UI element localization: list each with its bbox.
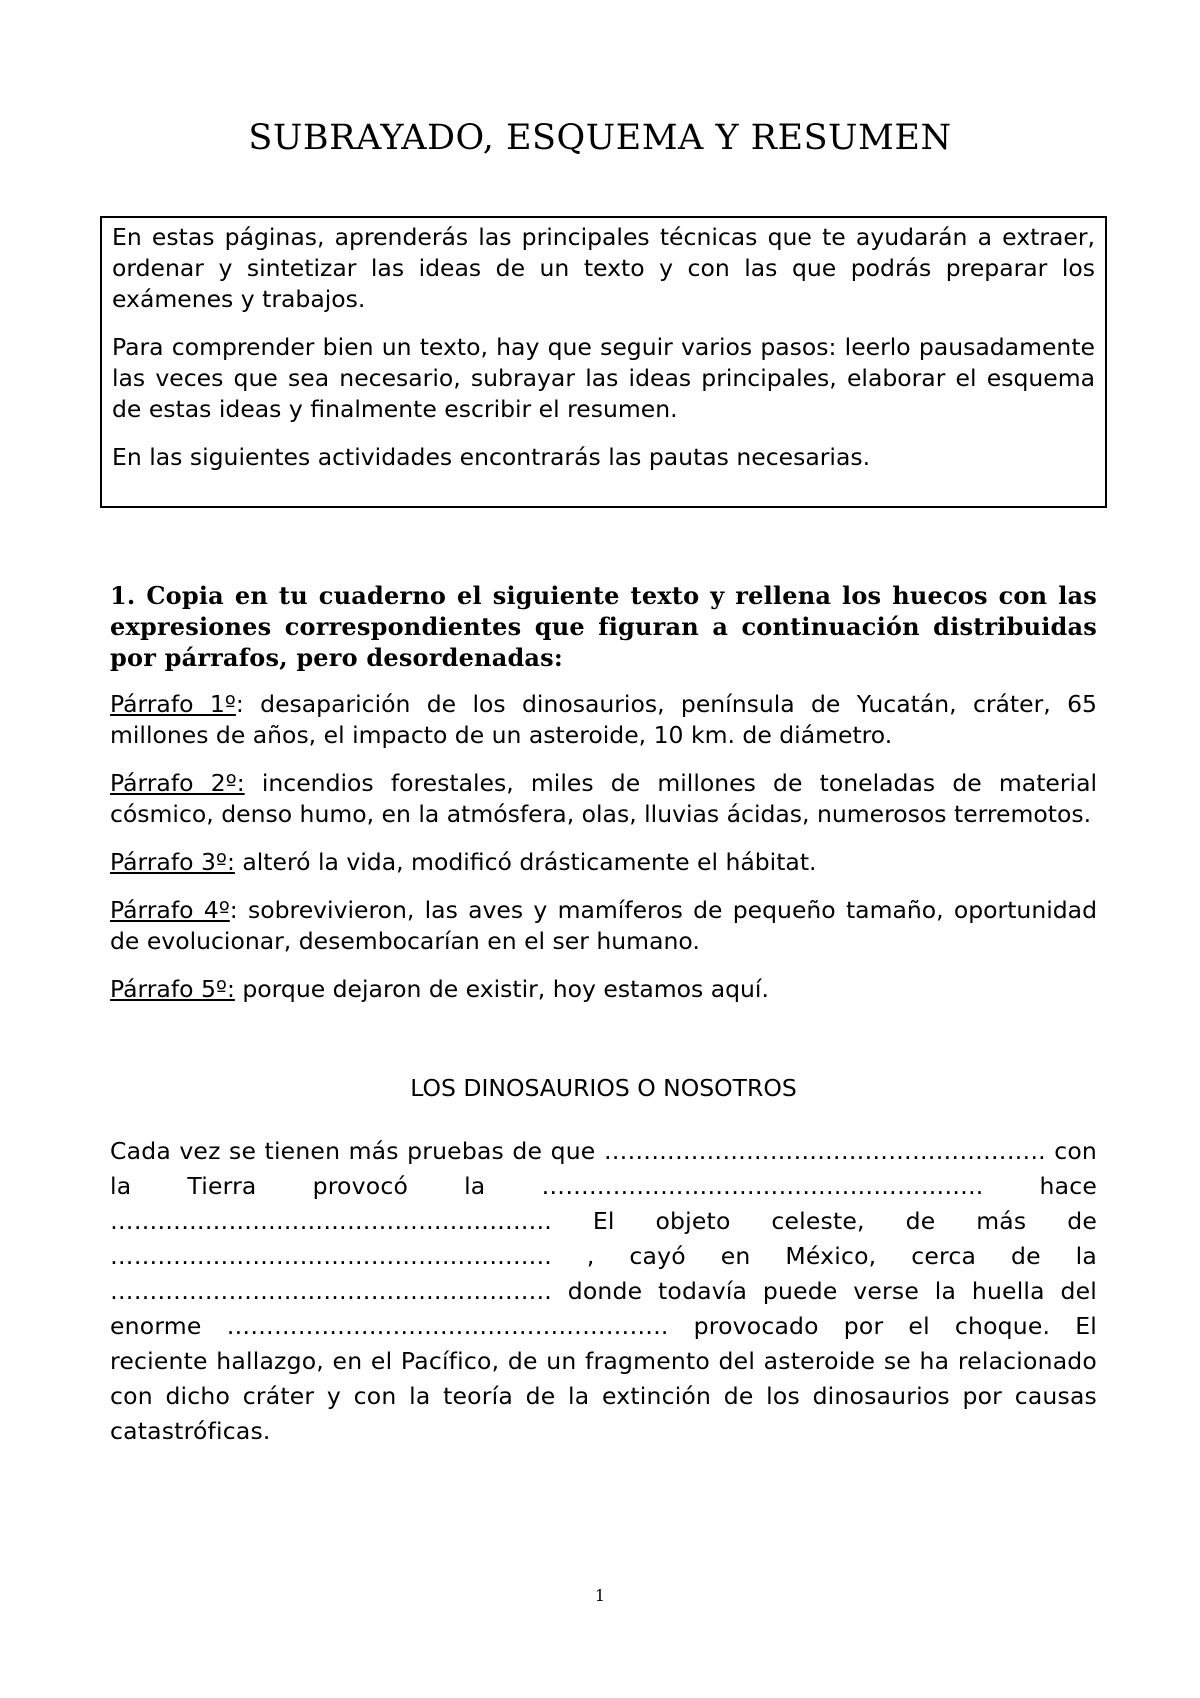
paragraph-label: Párrafo 4º [110, 896, 230, 924]
fill-blank: ……………………………………………….. [603, 1137, 1046, 1165]
paragraph-hint [110, 895, 1097, 957]
exercise-section [110, 580, 1097, 1449]
paragraph-label: Párrafo 5º: [110, 975, 235, 1003]
story-segment: con la Tierra provocó la [110, 1137, 1098, 1200]
paragraph-hint [110, 847, 1097, 878]
story-text [110, 1134, 1097, 1449]
paragraph-expressions: sobrevivieron, las aves y mamíferos de pequeño tamaño, oportunidad de evolucionar, desembocarían en el ser humano. [110, 896, 1097, 955]
fill-blank: ……………………………………………….. [110, 1207, 552, 1235]
intro-paragraph: Para comprender bien un texto, hay que seguir varios pasos: leerlo pausadamente las veces que sea necesario, subrayar las ideas principales, elaborar el esquema de estas ideas y finalmente escribir el resumen. [112, 333, 1095, 423]
fill-blank: ……………………………………………….. [110, 1242, 552, 1270]
intro-paragraph: En estas páginas, aprenderás las principales técnicas que te ayudarán a extraer, ordenar y sintetizar las ideas de un texto y con las que podrás preparar los exámenes y trabajos. [112, 223, 1095, 313]
page-title: SUBRAYADO, ESQUEMA Y RESUMEN [248, 118, 952, 158]
fill-blank: ……………………………………………….. [541, 1172, 984, 1200]
intro-paragraph: En las siguientes actividades encontrarás las pautas necesarias. [112, 443, 871, 471]
intro-box [100, 216, 1107, 508]
paragraph-separator: : [229, 896, 238, 924]
story-segment: provocado por el choque. El reciente hallazgo, en el Pacífico, de un fragmento del asteroide se ha relacionado con dicho cráter y con la teoría de la extinción de los dinosaurios por causas catastróficas. [110, 1312, 1098, 1445]
story-segment: Cada vez se tienen más pruebas de que [110, 1137, 596, 1165]
paragraph-hint [110, 974, 1097, 1005]
exercise-question: 1. Copia en tu cuaderno el siguiente texto y rellena los huecos con las expresiones correspondientes que figuran a continuación distribuidas por párrafos, pero desordenadas: [110, 581, 1097, 672]
story-title: LOS DINOSAURIOS O NOSOTROS [410, 1074, 797, 1102]
story-segment: donde todavía puede verse la huella del enorme [110, 1277, 1097, 1340]
paragraph-expressions: alteró la vida, modificó drásticamente el hábitat. [234, 848, 817, 876]
page-number: 1 [594, 1586, 606, 1605]
story-segment: hace [1039, 1172, 1098, 1200]
paragraph-label: Párrafo 1º [110, 690, 236, 718]
paragraph-hint [110, 768, 1097, 830]
paragraph-expressions: incendios forestales, miles de millones de toneladas de material cósmico, denso humo, en la atmósfera, olas, lluvias ácidas, numerosos terremotos. [110, 769, 1098, 828]
paragraph-separator: : [235, 690, 244, 718]
fill-blank: ……………………………………………….. [226, 1312, 669, 1340]
paragraph-hint [110, 689, 1097, 751]
story-segment: El objeto celeste, de más de [592, 1207, 1097, 1235]
paragraph-expressions: porque dejaron de existir, hoy estamos aquí. [234, 975, 769, 1003]
paragraph-label: Párrafo 3º: [110, 848, 235, 876]
story-segment: , cayó en México, cerca de la [586, 1242, 1097, 1270]
paragraph-expressions: desaparición de los dinosaurios, península de Yucatán, cráter, 65 millones de años, el impacto de un asteroide, 10 km. de diámetro. [110, 690, 1098, 749]
fill-blank: ……………………………………………….. [110, 1277, 552, 1305]
paragraph-label: Párrafo 2º: [110, 769, 245, 797]
